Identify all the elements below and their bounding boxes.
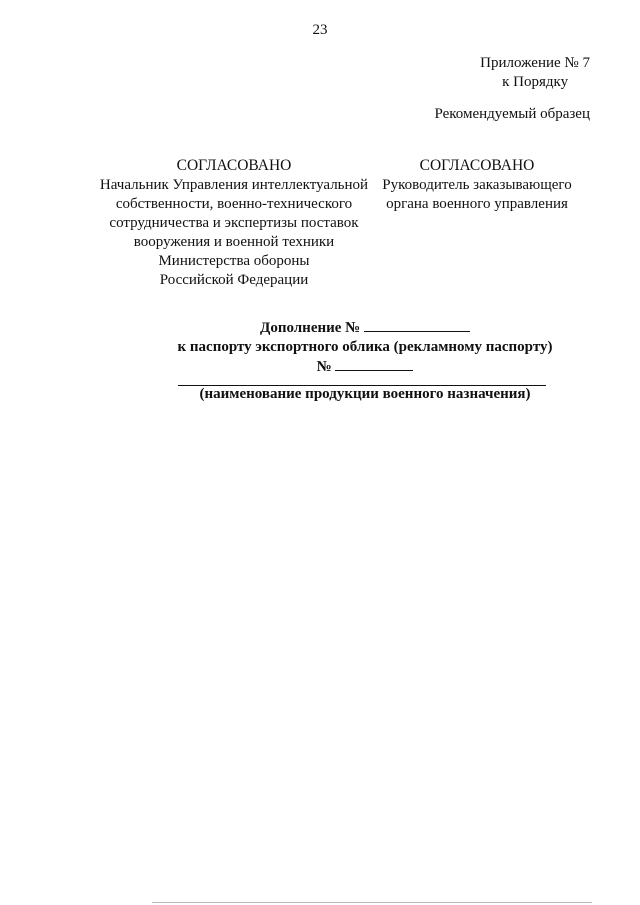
scan-edge-line [152, 902, 592, 903]
approval-left-line: Российской Федерации [159, 272, 309, 288]
approval-right-line: Руководитель заказывающего [382, 177, 572, 193]
appendix-reference [480, 54, 590, 92]
addendum-number-blank [364, 318, 470, 332]
approval-left-line: вооружения и военной техники [133, 234, 335, 250]
title-line-addendum [150, 318, 580, 338]
approval-right-block [374, 156, 580, 214]
passport-number-label: № [316, 359, 332, 375]
title-line-passport-number [150, 357, 580, 377]
page-number: 23 [312, 22, 328, 38]
approval-left-heading: СОГЛАСОВАНО [176, 157, 292, 174]
approval-left-block [92, 156, 376, 290]
approval-left-line: собственности, военно-технического [115, 196, 353, 212]
approval-right-line: органа военного управления [386, 196, 568, 212]
passport-number-blank [335, 357, 413, 371]
approval-left-line: Начальник Управления интеллектуальной [99, 177, 369, 193]
approval-right-heading: СОГЛАСОВАНО [419, 157, 535, 174]
appendix-order: к Порядку [502, 74, 569, 90]
sample-label: Рекомендуемый образец [434, 106, 590, 122]
approval-left-line: Министерства обороны [158, 253, 310, 269]
approval-left-line: сотрудничества и экспертизы поставок [109, 215, 359, 231]
title-addendum-label: Дополнение № [260, 320, 361, 336]
title-line-passport: к паспорту экспортного облика (рекламному паспорту) [177, 339, 553, 355]
appendix-number: Приложение № 7 [480, 55, 590, 71]
product-name-caption: (наименование продукции военного назначения) [199, 386, 531, 402]
document-title [150, 318, 580, 377]
